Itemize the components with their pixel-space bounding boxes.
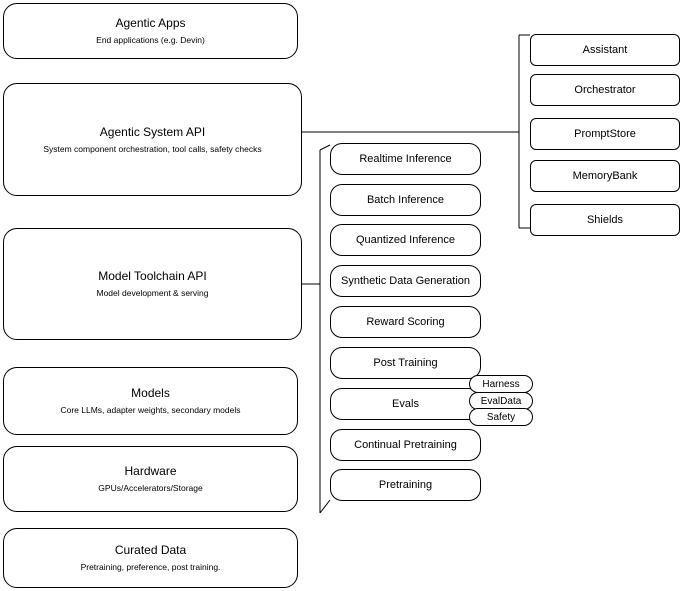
layer-model-toolchain-api[interactable]	[3, 228, 302, 340]
item-label: Realtime Inference	[359, 153, 452, 165]
eval-badge-harness[interactable]	[469, 375, 533, 393]
layer-subtitle: System component orchestration, tool calls, safety checks	[43, 143, 262, 154]
layer-subtitle: Core LLMs, adapter weights, secondary models	[60, 405, 241, 415]
system-component-orchestrator[interactable]	[530, 74, 680, 106]
item-label: Evals	[392, 398, 419, 410]
item-label: Assistant	[582, 44, 628, 56]
layer-subtitle: Pretraining, preference, post training.	[80, 562, 221, 572]
badge-label: Harness	[482, 378, 520, 390]
toolchain-item-post-training[interactable]	[330, 347, 481, 379]
item-label: Post Training	[373, 357, 438, 369]
layer-agentic-apps[interactable]	[3, 3, 298, 59]
item-label: Reward Scoring	[366, 316, 445, 328]
layer-title: Hardware	[124, 464, 177, 478]
layer-curated-data[interactable]	[3, 528, 298, 588]
toolchain-item-realtime-inference[interactable]	[330, 143, 481, 175]
toolchain-item-evals[interactable]	[330, 388, 481, 420]
toolchain-item-continual-pretraining[interactable]	[330, 429, 481, 461]
item-label: Continual Pretraining	[354, 439, 457, 451]
layer-agentic-system-api[interactable]	[3, 83, 302, 196]
toolchain-item-synthetic-data-generation[interactable]	[330, 265, 481, 297]
layer-title: Agentic System API	[99, 124, 206, 139]
system-component-assistant[interactable]	[530, 34, 680, 66]
system-component-promptstore[interactable]	[530, 118, 680, 150]
system-component-shields[interactable]	[530, 204, 680, 236]
layer-models[interactable]	[3, 367, 298, 435]
layer-subtitle: Model development & serving	[96, 288, 209, 298]
layer-title: Model Toolchain API	[98, 269, 207, 283]
item-label: Batch Inference	[366, 194, 445, 206]
system-component-memorybank[interactable]	[530, 160, 680, 192]
item-label: Quantized Inference	[355, 234, 456, 246]
item-label: Shields	[586, 214, 624, 226]
layer-hardware[interactable]	[3, 446, 298, 512]
layer-title: Agentic Apps	[115, 16, 186, 30]
toolchain-item-quantized-inference[interactable]	[330, 224, 481, 256]
item-label: Pretraining	[378, 479, 433, 491]
layer-title: Curated Data	[114, 543, 187, 557]
badge-label: Safety	[486, 411, 516, 423]
toolchain-item-reward-scoring[interactable]	[330, 306, 481, 338]
item-label: Orchestrator	[574, 84, 636, 96]
layer-subtitle: GPUs/Accelerators/Storage	[98, 483, 203, 493]
toolchain-item-pretraining[interactable]	[330, 469, 481, 501]
layer-title: Models	[131, 386, 170, 400]
eval-badge-safety[interactable]	[469, 408, 533, 426]
badge-label: EvalData	[480, 395, 522, 407]
layer-subtitle: End applications (e.g. Devin)	[96, 35, 205, 45]
toolchain-item-batch-inference[interactable]	[330, 184, 481, 216]
item-label: PromptStore	[574, 128, 636, 140]
item-label: MemoryBank	[572, 170, 638, 182]
item-label: Synthetic Data Generation	[340, 275, 471, 287]
